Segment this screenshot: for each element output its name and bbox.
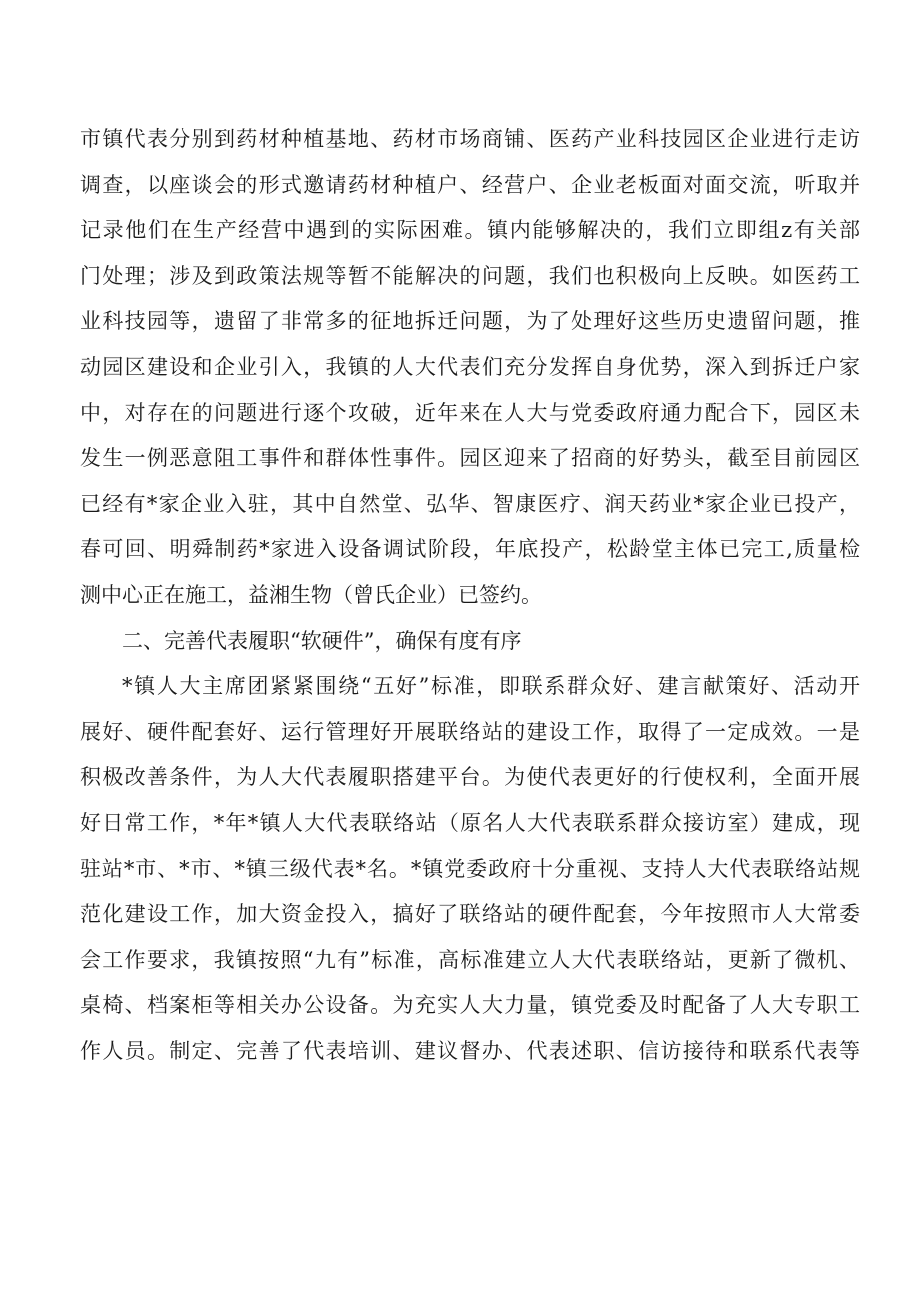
text-line: *镇人大主席团紧紧围绕“五好”标准，即联系群众好、建言献策好、活动开 <box>122 674 860 699</box>
text-line: 好日常工作，*年*镇人大代表联络站（原名人大代表联系群众接访室）建成，现 <box>80 810 860 835</box>
section-heading: 二、完善代表履职“软硬件”，确保有度有序 <box>122 628 522 653</box>
text-line: 发生一例恶意阻工事件和群体性事件。园区迎来了招商的好势头，截至目前园区 <box>80 446 860 471</box>
text-line: 动园区建设和企业引入，我镇的人大代表们充分发挥自身优势，深入到拆迁户家 <box>80 354 860 379</box>
text-line: 春可回、明舜制药*家进入设备调试阶段，年底投产，松龄堂主体已完工,质量检 <box>80 537 860 562</box>
document-body <box>80 117 860 1074</box>
text-line: 会工作要求，我镇按照“九有”标准，高标准建立人大代表联络站，更新了微机、 <box>80 947 860 972</box>
text-line: 门处理；涉及到政策法规等暂不能解决的问题，我们也积极向上反映。如医药工 <box>80 263 860 288</box>
paragraph-2 <box>80 664 860 1074</box>
paragraph-1 <box>80 117 860 619</box>
text-line: 积极改善条件，为人大代表履职搭建平台。为使代表更好的行使权利，全面开展 <box>80 765 860 790</box>
text-line: 业科技园等，遗留了非常多的征地拆迁问题，为了处理好这些历史遗留问题，推 <box>80 309 860 334</box>
text-line: 驻站*市、*市、*镇三级代表*名。*镇党委政府十分重视、支持人大代表联络站规 <box>80 856 860 881</box>
text-line: 桌椅、档案柜等相关办公设备。为充实人大力量，镇党委及时配备了人大专职工 <box>80 993 860 1018</box>
text-line: 测中心正在施工，益湘生物（曾氏企业）已签约。 <box>80 582 542 607</box>
text-line: 已经有*家企业入驻，其中自然堂、弘华、智康医疗、润天药业*家企业已投产， <box>80 491 860 516</box>
text-line: 记录他们在生产经营中遇到的实际困难。镇内能够解决的，我们立即组z有关部 <box>80 218 860 243</box>
text-line: 市镇代表分别到药材种植基地、药材市场商铺、医药产业科技园区企业进行走访 <box>80 127 860 151</box>
text-line: 范化建设工作，加大资金投入，搞好了联络站的硬件配套，今年按照市人大常委 <box>80 902 860 927</box>
text-line: 作人员。制定、完善了代表培训、建议督办、代表述职、信访接待和联系代表等 <box>80 1038 860 1063</box>
text-line: 展好、硬件配套好、运行管理好开展联络站的建设工作，取得了一定成效。一是 <box>80 719 860 744</box>
text-line: 中，对存在的问题进行逐个攻破，近年来在人大与党委政府通力配合下，园区未 <box>80 400 860 425</box>
text-line: 调查，以座谈会的形式邀请药材种植户、经营户、企业老板面对面交流，听取并 <box>80 172 860 197</box>
